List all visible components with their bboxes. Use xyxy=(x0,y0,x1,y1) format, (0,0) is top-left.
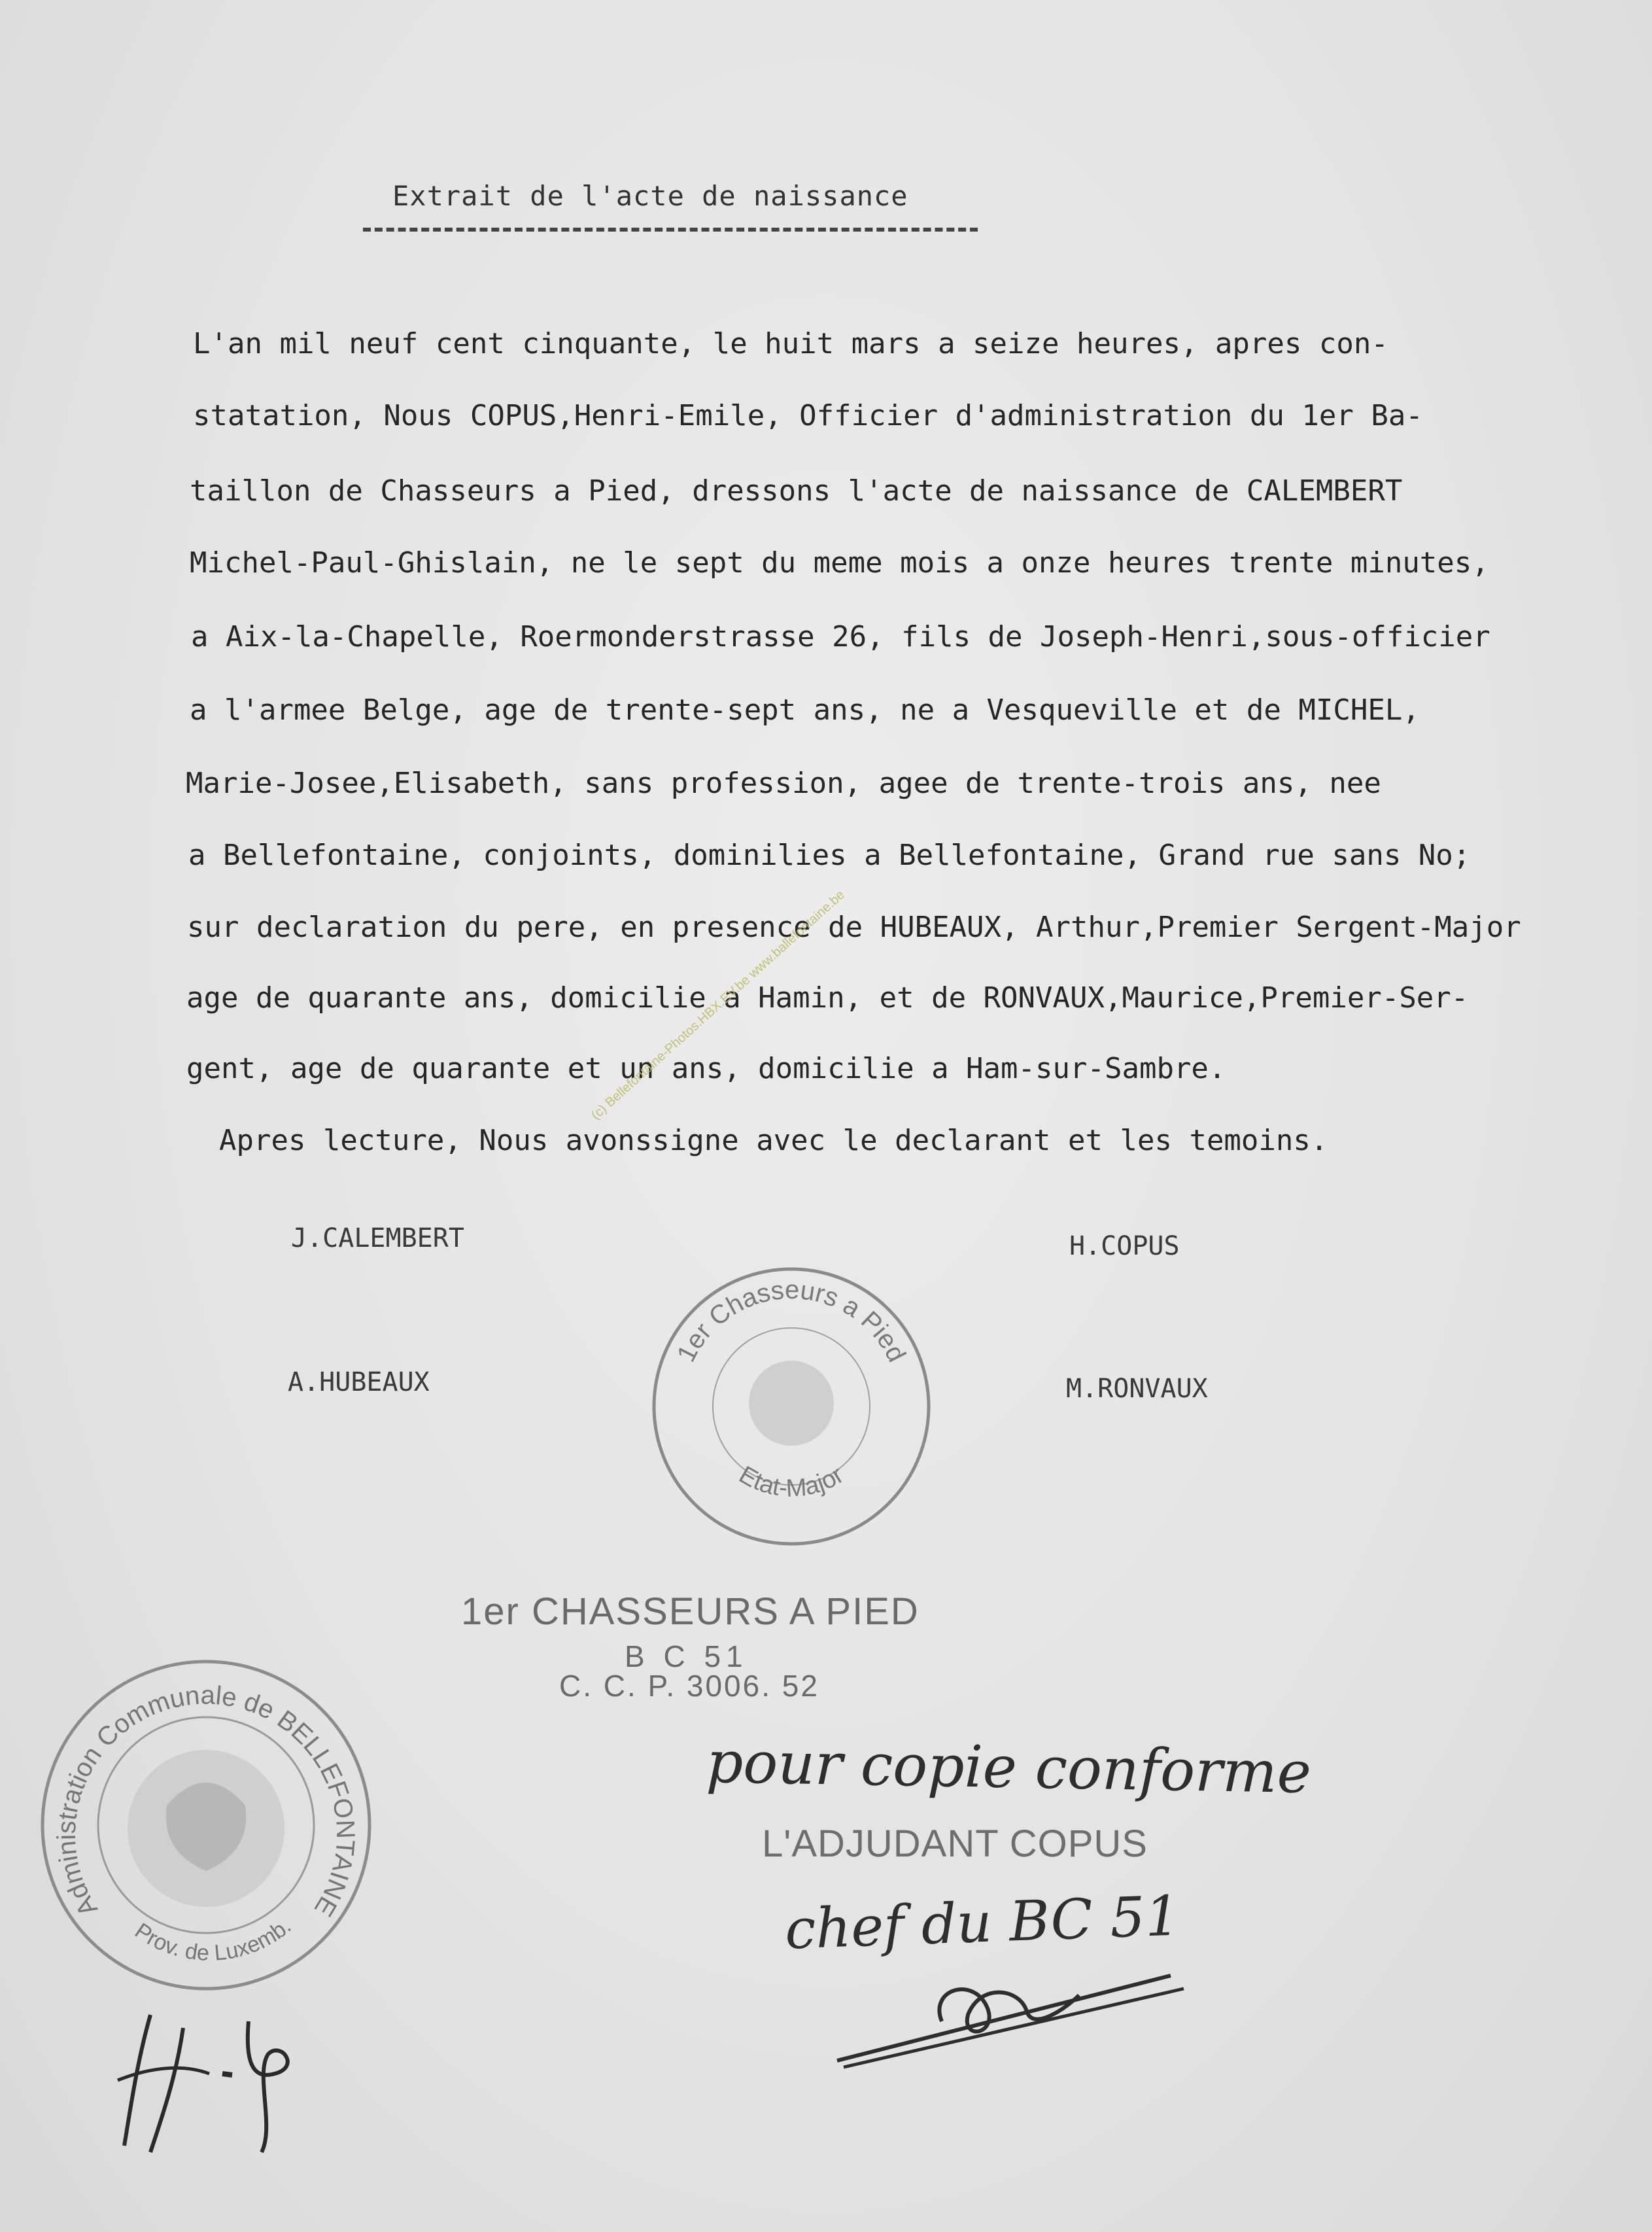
svg-text:Etat-Major xyxy=(734,1461,849,1503)
body-line: a l'armee Belge, age de trente-sept ans, ne a Vesqueville et de MICHEL, xyxy=(190,693,1420,727)
round-stamp-top-text: 1er Chasseurs a Pied xyxy=(671,1275,912,1367)
body-line: Michel-Paul-Ghislain, ne le sept du meme mois a onze heures trente minutes, xyxy=(190,546,1489,580)
signature-hubeaux: A.HUBEAUX xyxy=(288,1367,430,1397)
commune-seal-ring-text: Administration Communale de BELLEFONTAINE xyxy=(52,1681,360,1922)
body-line: taillon de Chasseurs a Pied, dressons l'acte de naissance de CALEMBERT xyxy=(190,474,1403,508)
handwritten-copie-conforme: pour copie conforme xyxy=(706,1728,1312,1807)
watermark: (c) Bellefontaine-Photos.HBX.EV.be www.ballefontaine.be xyxy=(589,887,848,1123)
signature-copus: H.COPUS xyxy=(1069,1231,1180,1261)
body-line: Apres lecture, Nous avonssigne avec le declarant et les temoins. xyxy=(219,1124,1328,1157)
round-stamp-bottom-text: Etat-Major xyxy=(734,1461,849,1503)
unit-stamp-line2: B C 51 xyxy=(625,1639,748,1673)
unit-stamp-line1: 1er CHASSEURS A PIED xyxy=(461,1590,920,1633)
commune-seal xyxy=(36,1655,376,1995)
svg-text:Prov. de Luxemb. xyxy=(130,1913,296,1966)
body-line: statation, Nous COPUS,Henri-Emile, Officier d'administration du 1er Ba- xyxy=(193,399,1423,432)
signature-scribble-right xyxy=(831,1949,1197,2080)
body-line: L'an mil neuf cent cinquante, le huit mars a seize heures, apres con- xyxy=(193,327,1388,360)
signature-calembert: J.CALEMBERT xyxy=(291,1223,464,1253)
body-line: a Bellefontaine, conjoints, dominilies a Bellefontaine, Grand rue sans No; xyxy=(188,839,1471,872)
body-line: a Aix-la-Chapelle, Roermonderstrasse 26, fils de Joseph-Henri,sous-officier xyxy=(191,620,1490,654)
commune-seal-bottom-text: Prov. de Luxemb. xyxy=(130,1913,296,1966)
title-underline xyxy=(363,228,978,232)
unit-stamp-line3: C. C. P. 3006. 52 xyxy=(559,1669,819,1703)
body-line: gent, age de quarante et un ans, domicilie a Ham-sur-Sambre. xyxy=(186,1052,1226,1085)
svg-text:1er Chasseurs a Pied xyxy=(672,1276,911,1367)
body-line: sur declaration du pere, en presence de HUBEAUX, Arthur,Premier Sergent-Major xyxy=(187,911,1521,944)
round-stamp xyxy=(647,1276,935,1537)
body-line: Marie-Josee,Elisabeth, sans profession, agee de trente-trois ans, nee xyxy=(186,767,1381,800)
handwritten-chef-du-bc51: chef du BC 51 xyxy=(783,1883,1181,1962)
document-title: Extrait de l'acte de naissance xyxy=(392,180,908,212)
signature-scribble-left xyxy=(111,2002,320,2159)
signature-ronvaux: M.RONVAUX xyxy=(1066,1374,1208,1404)
body-line: age de quarante ans, domicilie a Hamin, et de RONVAUX,Maurice,Premier-Ser- xyxy=(186,981,1469,1015)
adjudant-stamp: L'ADJUDANT COPUS xyxy=(762,1822,1148,1865)
